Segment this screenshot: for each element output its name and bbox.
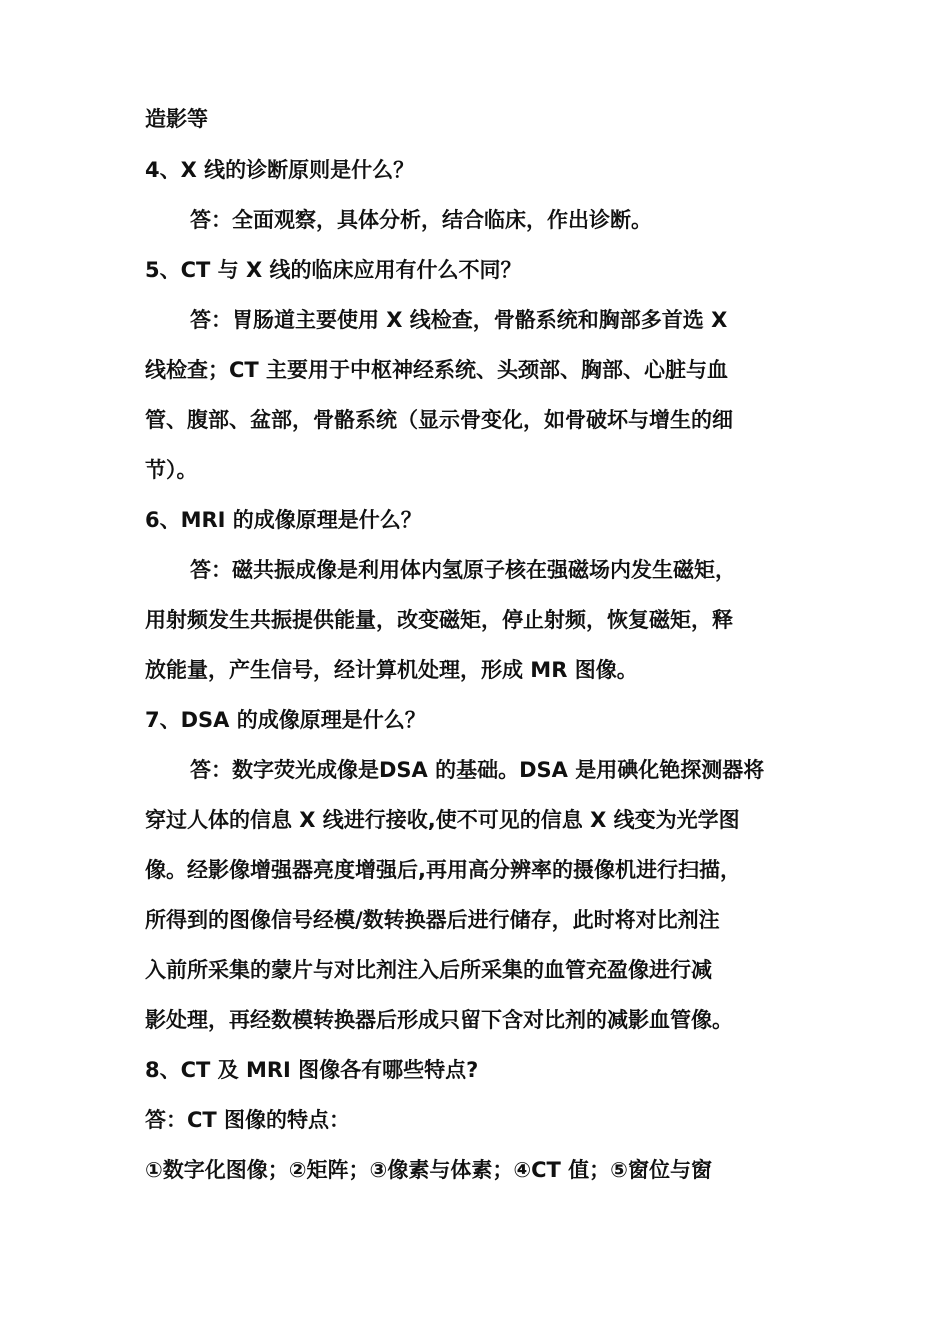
text-line: 穿过人体的信息 X 线进行接收,使不可见的信息 X 线变为光学图: [145, 808, 740, 832]
answer-line: 答：数字荧光成像是DSA 的基础。DSA 是用碘化铯探测器将: [190, 758, 765, 782]
text-line: 节）。: [145, 458, 198, 482]
text-line: 用射频发生共振提供能量，改变磁矩，停止射频，恢复磁矩，释: [145, 608, 733, 632]
text-line: 所得到的图像信号经模/数转换器后进行储存，此时将对比剂注: [145, 908, 720, 932]
text-line: 影处理，再经数模转换器后形成只留下含对比剂的减影血管像。: [145, 1008, 733, 1032]
text-line: 线检查；CT 主要用于中枢神经系统、头颈部、胸部、心脏与血: [145, 358, 729, 382]
text-line: ①数字化图像；②矩阵；③像素与体素；④CT 值；⑤窗位与窗: [145, 1158, 712, 1182]
answer-line: 答：CT 图像的特点：: [145, 1108, 351, 1132]
text-line: 放能量，产生信号，经计算机处理，形成 MR 图像。: [145, 658, 638, 682]
question-heading: 4、X 线的诊断原则是什么？: [145, 158, 415, 182]
text-line: 管、腹部、盆部，骨骼系统（显示骨变化，如骨破坏与增生的细: [145, 408, 733, 432]
text-line: 造影等: [145, 107, 208, 131]
question-heading: 7、DSA 的成像原理是什么？: [145, 708, 426, 732]
answer-line: 答：磁共振成像是利用体内氢原子核在强磁场内发生磁矩，: [190, 558, 736, 582]
question-heading: 8、CT 及 MRI 图像各有哪些特点?: [145, 1058, 479, 1082]
question-heading: 5、CT 与 X 线的临床应用有什么不同？: [145, 258, 522, 282]
text-line: 像。经影像增强器亮度增强后,再用高分辨率的摄像机进行扫描，: [145, 858, 741, 882]
answer-line: 答：全面观察，具体分析，结合临床，作出诊断。: [190, 208, 652, 232]
text-line: 入前所采集的蒙片与对比剂注入后所采集的血管充盈像进行减: [145, 958, 712, 982]
answer-line: 答：胃肠道主要使用 X 线检查，骨骼系统和胸部多首选 X: [190, 308, 728, 332]
question-heading: 6、MRI 的成像原理是什么？: [145, 508, 422, 532]
